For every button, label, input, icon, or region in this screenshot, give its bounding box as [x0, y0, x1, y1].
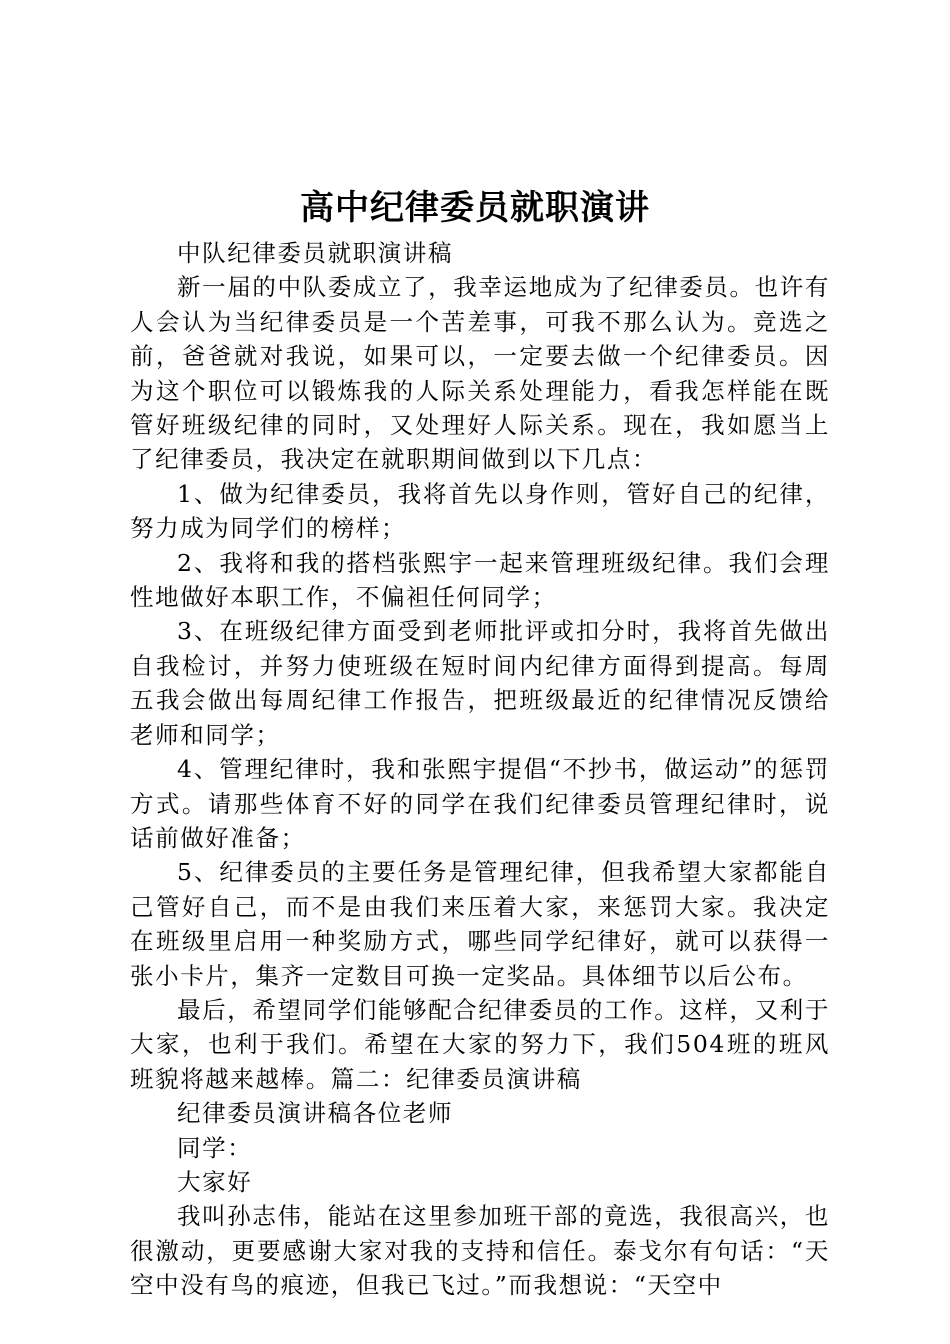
paragraph-point-4: 4、管理纪律时，我和张熙宇提倡“不抄书，做运动”的惩罚方式。请那些体育不好的同学在我们纪律委员管理纪律时，说话前做好准备；: [130, 755, 830, 852]
paragraph-self-intro: 我叫孙志伟，能站在这里参加班干部的竟选，我很高兴，也很激动，更要感谢大家对我的支持和信任。泰戈尔有句话：“天空中没有鸟的痕迹，但我已飞过。”而我想说：“天空中: [130, 1202, 830, 1300]
paragraph-intro: 新一届的中队委成立了，我幸运地成为了纪律委员。也许有人会认为当纪律委员是一个苦差事，可我不那么认为。竞选之前，爸爸就对我说，如果可以，一定要去做一个纪律委员。因为这个职位可以锻炼我的人际关系处理能力，看我怎样能在既管好班级纪律的同时，又处理好人际关系。现在，我如愿当上了纪律委员，我决定在就职期间做到以下几点：: [130, 273, 830, 474]
paragraph-subtitle: 中队纪律委员就职演讲稿: [177, 239, 454, 267]
paragraph-point-1: 1、做为纪律委员，我将首先以身作则，管好自己的纪律，努力成为同学们的榜样；: [130, 479, 830, 543]
paragraph-greeting-all: 大家好: [177, 1167, 253, 1196]
paragraph-second-title: 纪律委员演讲稿各位老师: [177, 1099, 454, 1128]
document-title: 高中纪律委员就职演讲: [300, 188, 650, 228]
paragraph-closing: 最后，希望同学们能够配合纪律委员的工作。这样，又利于大家，也利于我们。希望在大家的努力下，我们504班的班风班貌将越来越棒。篇二：纪律委员演讲稿: [130, 995, 830, 1093]
document-body: [130, 236, 830, 1303]
paragraph-point-2: 2、我将和我的搭档张熙宇一起来管理班级纪律。我们会理性地做好本职工作，不偏袒任何同学；: [130, 548, 830, 612]
paragraph-greeting-classmates: 同学：: [177, 1133, 253, 1162]
paragraph-point-3: 3、在班级纪律方面受到老师批评或扣分时，我将首先做出自我检讨，并努力使班级在短时间内纪律方面得到提高。每周五我会做出每周纪律工作报告，把班级最近的纪律情况反馈给老师和同学；: [130, 617, 830, 749]
paragraph-point-5: 5、纪律委员的主要任务是管理纪律，但我希望大家都能自己管好自己，而不是由我们来压着大家，来惩罚大家。我决定在班级里启用一种奖励方式，哪些同学纪律好，就可以获得一张小卡片，集齐一定数目可换一定奖品。具体细节以后公布。: [130, 858, 830, 990]
